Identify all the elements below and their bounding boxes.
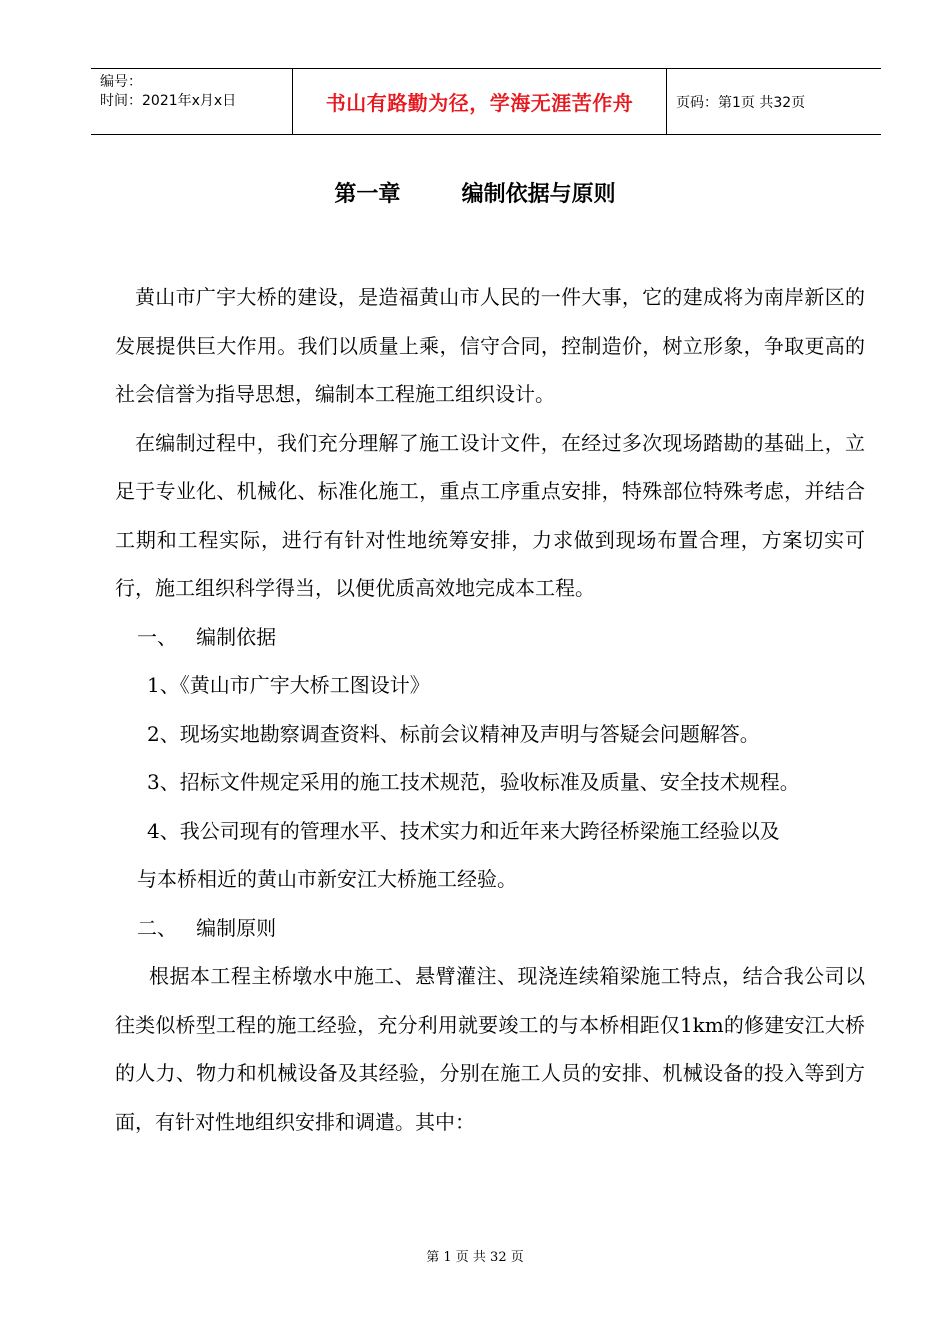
page-footer: 第 1 页 共 32 页 bbox=[426, 1250, 524, 1265]
process-paragraph: 在编制过程中，我们充分理解了施工设计文件，在经过多次现场踏勘的基础上，立足于专业化、机械化、标准化施工，重点工序重点安排，特殊部位特殊考虑，并结合工期和工程实际，进行有针对性地统筹安排，力求做到现场布置合理，方案切实可行，施工组织科学得当，以便优质高效地完成本工程。 bbox=[115, 430, 865, 600]
document-body bbox=[115, 273, 865, 1146]
list-item: 3、招标文件规定采用的施工技术规范，验收标准及质量、安全技术规程。 bbox=[147, 770, 800, 794]
header-motto: 书山有路勤为径，学海无涯苦作舟 bbox=[325, 91, 634, 115]
chapter-title: 第一章 编制依据与原则 bbox=[334, 182, 616, 207]
document-time-label: 时间：2021年x月x日 bbox=[100, 93, 237, 109]
list-item: 4、我公司现有的管理水平、技术实力和近年来大跨径桥梁施工经验以及 bbox=[147, 818, 780, 843]
section-heading-principles: 二、 编制原则 bbox=[137, 915, 277, 940]
page-header bbox=[91, 68, 881, 135]
list-item: 2、现场实地勘察调查资料、标前会议精神及声明与答疑会问题解答。 bbox=[147, 721, 760, 746]
section-heading-basis: 一、 编制依据 bbox=[137, 624, 277, 649]
intro-paragraph: 黄山市广宇大桥的建设，是造福黄山市人民的一件大事，它的建成将为南岸新区的发展提供巨大作用。我们以质量上乘，信守合同，控制造价，树立形象，争取更高的社会信誉为指导思想，编制本工程施工组织设计。 bbox=[115, 285, 865, 406]
header-page-info: 页码：第1页 共32页 bbox=[676, 94, 806, 111]
document-number-label: 编号： bbox=[100, 74, 142, 90]
header-meta-cell bbox=[91, 69, 293, 134]
principles-paragraph: 根据本工程主桥墩水中施工、悬臂灌注、现浇连续箱梁施工特点，结合我公司以往类似桥型工程的施工经验，充分利用就要竣工的与本桥相距仅1km的修建安江大桥的人力、物力和机械设备及其经验，分别在施工人员的安排、机械设备的投入等到方面，有针对性地组织安排和调遣。其中： bbox=[115, 964, 865, 1134]
list-item: 1、《黄山市广宇大桥工图设计》 bbox=[147, 673, 430, 697]
header-page-cell bbox=[667, 69, 881, 134]
list-item-continuation: 与本桥相近的黄山市新安江大桥施工经验。 bbox=[137, 867, 517, 891]
header-motto-cell bbox=[293, 69, 667, 134]
